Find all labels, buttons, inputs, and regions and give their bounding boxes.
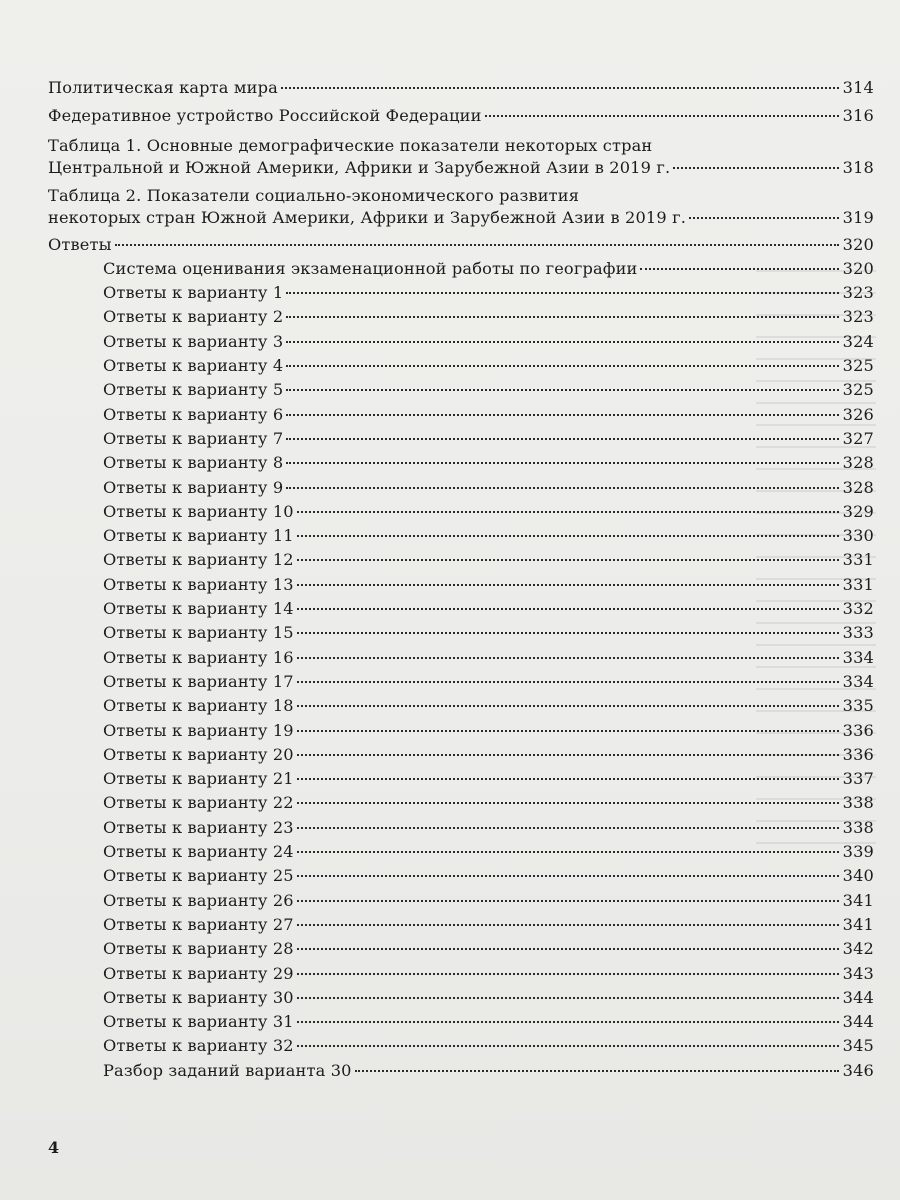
- toc-entry-variant: [48, 986, 874, 1010]
- toc-entry-page: 318: [842, 157, 874, 177]
- toc-entry-grading-system: [48, 257, 874, 281]
- toc-entry-table-1: [48, 135, 874, 179]
- dot-leader: [297, 511, 839, 513]
- toc-entry-variant: [48, 1034, 874, 1058]
- toc-entry-page: 344: [842, 987, 874, 1007]
- toc-entry-label: Разбор заданий варианта 30: [103, 1060, 352, 1080]
- toc-entry-variant: [48, 694, 874, 718]
- toc-entry-variant: [48, 646, 874, 670]
- toc-entry-variant: [48, 621, 874, 645]
- toc-entry-page: 341: [842, 890, 874, 910]
- toc-entry-page: 336: [842, 720, 874, 740]
- toc-entry-label: Федеративное устройство Российской Федерации: [48, 106, 482, 126]
- dot-leader: [297, 875, 839, 877]
- toc-entry-variant: [48, 281, 874, 305]
- toc-entry-variant: [48, 1010, 874, 1034]
- toc-entry-page: 320: [842, 234, 874, 254]
- toc-entry-page: 328: [842, 453, 874, 473]
- toc-entry-variant: [48, 548, 874, 572]
- toc-entry-page: 329: [842, 501, 874, 521]
- toc-entry-page: 336: [842, 744, 874, 764]
- dot-leader: [297, 730, 839, 732]
- toc-entry-variant: [48, 573, 874, 597]
- toc-entry-variant: [48, 378, 874, 402]
- toc-entry-variant: [48, 305, 874, 329]
- toc-entry-label-line1: Таблица 2. Показатели социально-экономического развития: [48, 185, 580, 205]
- toc-entry-label: Ответы к варианту 26: [103, 890, 294, 910]
- toc-entry-variant: [48, 719, 874, 743]
- dot-leader: [640, 268, 839, 270]
- toc-entry-variant: [48, 524, 874, 548]
- dot-leader: [286, 389, 839, 391]
- toc-entry-analysis: [48, 1059, 874, 1083]
- toc-entry-variant: [48, 500, 874, 524]
- toc-entry-variant: [48, 354, 874, 378]
- dot-leader: [297, 559, 839, 561]
- toc-entry-variant: [48, 670, 874, 694]
- dot-leader: [297, 924, 839, 926]
- dot-leader: [297, 608, 839, 610]
- toc-entry-label: Ответы к варианту 31: [103, 1012, 294, 1032]
- toc-entry-variant: [48, 840, 874, 864]
- toc-entry-page: 334: [842, 671, 874, 691]
- dot-leader: [355, 1070, 839, 1072]
- dot-leader: [485, 115, 839, 117]
- toc-entry-label: Ответы к варианту 28: [103, 939, 294, 959]
- dot-leader: [297, 535, 839, 537]
- dot-leader: [286, 438, 839, 440]
- toc-entry-variant: [48, 913, 874, 937]
- toc-entry-variant: [48, 937, 874, 961]
- toc-entry-page: 333: [842, 623, 874, 643]
- dot-leader: [297, 754, 839, 756]
- toc-entry-page: 323: [842, 283, 874, 303]
- toc-entry-page: 325: [842, 380, 874, 400]
- dot-leader: [286, 462, 839, 464]
- toc-entry-label: Ответы к варианту 32: [103, 1036, 294, 1056]
- dot-leader: [297, 778, 839, 780]
- toc-entry-page: 330: [842, 526, 874, 546]
- toc-entry-page: 346: [842, 1060, 874, 1080]
- toc-entry-label: Ответы к варианту 15: [103, 623, 294, 643]
- toc-entry-variant: [48, 597, 874, 621]
- toc-entry-variant: [48, 767, 874, 791]
- toc-entry-variant: [48, 427, 874, 451]
- toc-entry-label: Ответы к варианту 22: [103, 793, 294, 813]
- toc-entry-variant: [48, 962, 874, 986]
- toc-entry-page: 345: [842, 1036, 874, 1056]
- toc-entry-page: 337: [842, 769, 874, 789]
- toc-entry-page: 314: [842, 78, 874, 97]
- dot-leader: [297, 997, 839, 999]
- toc-entry-variant: [48, 330, 874, 354]
- toc-entry-label: Ответы к варианту 17: [103, 671, 294, 691]
- dot-leader: [286, 365, 839, 367]
- toc-entry-page: 319: [842, 207, 874, 227]
- dot-leader: [297, 827, 839, 829]
- dot-leader: [297, 973, 839, 975]
- toc-entry-page: 327: [842, 428, 874, 448]
- toc-entry-label: Ответы к варианту 25: [103, 866, 294, 886]
- toc-entry-label: Ответы к варианту 27: [103, 914, 294, 934]
- toc-entry-label: Ответы к варианту 23: [103, 817, 294, 837]
- toc-entry-label: Ответы к варианту 16: [103, 647, 294, 667]
- toc-entry-variant: [48, 889, 874, 913]
- dot-leader: [297, 705, 839, 707]
- toc-entry-page: 339: [842, 842, 874, 862]
- toc-entry-label: Ответы к варианту 13: [103, 574, 294, 594]
- dot-leader: [297, 1045, 839, 1047]
- toc-entry-variant: [48, 816, 874, 840]
- toc-entry-variant: [48, 791, 874, 815]
- toc-entry-label: Ответы к варианту 3: [103, 331, 284, 351]
- toc-entry-page: 324: [842, 331, 874, 351]
- toc-entry-label: Ответы к варианту 5: [103, 380, 284, 400]
- toc-entry-variant: [48, 451, 874, 475]
- toc-entry-label: Политическая карта мира: [48, 78, 278, 97]
- toc-entry-label: Ответы к варианту 9: [103, 477, 284, 497]
- toc-entry-label: Ответы к варианту 12: [103, 550, 294, 570]
- toc-entry-label: Ответы к варианту 29: [103, 963, 294, 983]
- toc-entry-label: Система оценивания экзаменационной работы по географии: [103, 258, 638, 278]
- toc-entry-label: Ответы к варианту 24: [103, 842, 294, 862]
- dot-leader: [286, 487, 839, 489]
- toc-entry-page: 340: [842, 866, 874, 886]
- dot-leader: [115, 244, 839, 246]
- toc-entry-page: 342: [842, 939, 874, 959]
- toc-entry-page: 341: [842, 914, 874, 934]
- toc-entry-page: 334: [842, 647, 874, 667]
- toc-entry-label: Ответы к варианту 11: [103, 526, 294, 546]
- toc-entry-answers: [48, 233, 874, 257]
- toc-entry-label-line2: Центральной и Южной Америки, Африки и Зарубежной Азии в 2019 г.: [48, 157, 671, 177]
- toc-entry-page: 335: [842, 696, 874, 716]
- toc-entry-page: 331: [842, 550, 874, 570]
- dot-leader: [286, 316, 839, 318]
- toc-entry-page: 328: [842, 477, 874, 497]
- dot-leader: [297, 851, 839, 853]
- toc-entry-table-2: [48, 185, 874, 229]
- toc-entry-page: 344: [842, 1012, 874, 1032]
- dot-leader: [281, 87, 839, 89]
- toc-entry-page: 343: [842, 963, 874, 983]
- toc-entry-page: 331: [842, 574, 874, 594]
- dot-leader: [297, 632, 839, 634]
- dot-leader: [689, 217, 839, 219]
- toc-entry-label-line2: некоторых стран Южной Америки, Африки и Зарубежной Азии в 2019 г.: [48, 207, 687, 227]
- toc-entry-federal-structure: [48, 104, 874, 128]
- dot-leader: [297, 802, 839, 804]
- dot-leader: [673, 167, 839, 169]
- dot-leader: [297, 1021, 839, 1023]
- toc-entry-label: Ответы к варианту 18: [103, 696, 294, 716]
- toc-entry-page: 316: [842, 106, 874, 126]
- toc-entry-label: Ответы к варианту 21: [103, 769, 294, 789]
- toc-entry-variant: [48, 476, 874, 500]
- toc-entry-page: 332: [842, 599, 874, 619]
- dot-leader: [286, 292, 839, 294]
- dot-leader: [297, 657, 839, 659]
- toc-entry-label: Ответы к варианту 4: [103, 356, 284, 376]
- toc-entry-page: 326: [842, 404, 874, 424]
- table-of-contents: [48, 76, 874, 1083]
- toc-entry-label: Ответы: [48, 234, 112, 254]
- dot-leader: [297, 681, 839, 683]
- toc-entry-page: 320: [842, 258, 874, 278]
- toc-entry-page: 338: [842, 817, 874, 837]
- toc-entry-political-map: [48, 76, 874, 100]
- dot-leader: [297, 948, 839, 950]
- toc-entry-label: Ответы к варианту 7: [103, 428, 284, 448]
- toc-entry-label: Ответы к варианту 20: [103, 744, 294, 764]
- toc-entry-label: Ответы к варианту 19: [103, 720, 294, 740]
- toc-entry-label: Ответы к варианту 14: [103, 599, 294, 619]
- toc-entry-label: Ответы к варианту 8: [103, 453, 284, 473]
- dot-leader: [286, 414, 839, 416]
- toc-entry-label: Ответы к варианту 30: [103, 987, 294, 1007]
- toc-entry-variant: [48, 864, 874, 888]
- toc-entry-page: 325: [842, 356, 874, 376]
- toc-entry-label: Ответы к варианту 1: [103, 283, 284, 303]
- toc-entry-label: Ответы к варианту 10: [103, 501, 294, 521]
- toc-entry-label: Ответы к варианту 6: [103, 404, 284, 424]
- toc-entry-page: 338: [842, 793, 874, 813]
- page-number: 4: [48, 1138, 60, 1157]
- dot-leader: [297, 584, 839, 586]
- toc-entry-label: Ответы к варианту 2: [103, 307, 284, 327]
- toc-entry-variant: [48, 743, 874, 767]
- toc-variant-list: [48, 281, 874, 1059]
- toc-entry-page: 323: [842, 307, 874, 327]
- dot-leader: [297, 900, 839, 902]
- dot-leader: [286, 341, 839, 343]
- toc-entry-variant: [48, 403, 874, 427]
- toc-entry-label-line1: Таблица 1. Основные демографические показатели некоторых стран: [48, 135, 653, 155]
